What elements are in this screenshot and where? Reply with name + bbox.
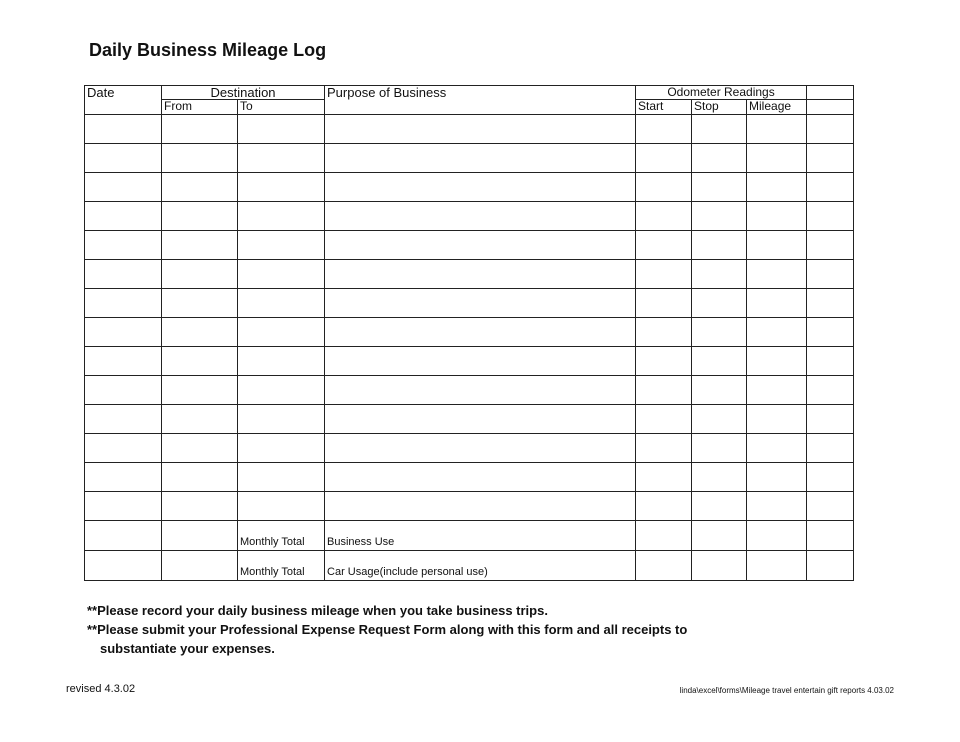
from-cell[interactable] xyxy=(162,463,238,492)
stop-cell[interactable] xyxy=(692,376,747,405)
start-cell[interactable] xyxy=(636,434,692,463)
monthly-total-row xyxy=(85,521,854,551)
from-cell[interactable] xyxy=(162,260,238,289)
mileage-cell[interactable] xyxy=(747,115,807,144)
note-record-mileage: **Please record your daily business mileage when you take business trips. xyxy=(87,603,548,618)
mileage-cell[interactable] xyxy=(747,144,807,173)
purpose-cell[interactable] xyxy=(325,115,636,144)
from-cell[interactable] xyxy=(162,347,238,376)
date-cell[interactable] xyxy=(85,551,162,581)
mileage-cell[interactable] xyxy=(747,289,807,318)
start-cell[interactable] xyxy=(636,173,692,202)
start-cell[interactable] xyxy=(636,231,692,260)
to-cell[interactable] xyxy=(238,434,325,463)
from-cell[interactable] xyxy=(162,115,238,144)
log-entry-row xyxy=(85,289,854,318)
log-entry-row xyxy=(85,492,854,521)
extra-cell[interactable] xyxy=(807,347,854,376)
start-cell[interactable] xyxy=(636,405,692,434)
mileage-cell[interactable] xyxy=(747,551,807,581)
extra-cell[interactable] xyxy=(807,289,854,318)
stop-cell[interactable] xyxy=(692,434,747,463)
start-cell[interactable] xyxy=(636,521,692,551)
log-entry-row xyxy=(85,231,854,260)
to-cell[interactable] xyxy=(238,405,325,434)
stop-cell[interactable] xyxy=(692,318,747,347)
purpose-cell[interactable] xyxy=(325,173,636,202)
extra-subheader-cell xyxy=(807,100,854,115)
purpose-cell[interactable] xyxy=(325,144,636,173)
extra-cell[interactable] xyxy=(807,405,854,434)
file-path-label: linda\excel\forms\Mileage travel entertain gift reports 4.03.02 xyxy=(679,686,894,695)
mileage-cell[interactable] xyxy=(747,521,807,551)
note-submit-form-continued: substantiate your expenses. xyxy=(100,641,275,656)
from-cell[interactable] xyxy=(162,434,238,463)
log-entry-row xyxy=(85,376,854,405)
to-cell[interactable] xyxy=(238,144,325,173)
mileage-cell[interactable] xyxy=(747,318,807,347)
from-cell[interactable] xyxy=(162,173,238,202)
log-entry-row xyxy=(85,434,854,463)
mileage-cell[interactable] xyxy=(747,434,807,463)
to-cell[interactable] xyxy=(238,173,325,202)
purpose-cell[interactable] xyxy=(325,405,636,434)
log-entry-row xyxy=(85,318,854,347)
date-cell[interactable] xyxy=(85,434,162,463)
instructions xyxy=(87,601,687,658)
purpose-cell[interactable] xyxy=(325,434,636,463)
revision-label: revised 4.3.02 xyxy=(66,683,136,695)
date-cell[interactable] xyxy=(85,202,162,231)
stop-cell[interactable] xyxy=(692,405,747,434)
from-cell[interactable] xyxy=(162,405,238,434)
date-cell[interactable] xyxy=(85,231,162,260)
extra-cell[interactable] xyxy=(807,521,854,551)
stop-cell[interactable] xyxy=(692,202,747,231)
usage-description: Car Usage(include personal use) xyxy=(325,551,636,581)
extra-header-cell xyxy=(807,86,854,100)
extra-cell[interactable] xyxy=(807,173,854,202)
start-cell[interactable] xyxy=(636,318,692,347)
date-cell[interactable] xyxy=(85,115,162,144)
date-cell[interactable] xyxy=(85,144,162,173)
destination-header: Destination xyxy=(162,86,325,100)
stop-cell[interactable] xyxy=(692,551,747,581)
extra-cell[interactable] xyxy=(807,202,854,231)
stop-cell[interactable] xyxy=(692,347,747,376)
start-header: Start xyxy=(636,100,692,115)
stop-cell[interactable] xyxy=(692,289,747,318)
log-entry-row xyxy=(85,260,854,289)
extra-cell[interactable] xyxy=(807,144,854,173)
extra-cell[interactable] xyxy=(807,463,854,492)
stop-cell[interactable] xyxy=(692,463,747,492)
header-row-1 xyxy=(85,86,854,100)
start-cell[interactable] xyxy=(636,202,692,231)
mileage-cell[interactable] xyxy=(747,492,807,521)
start-cell[interactable] xyxy=(636,551,692,581)
mileage-cell[interactable] xyxy=(747,202,807,231)
to-cell[interactable] xyxy=(238,231,325,260)
note-submit-form: **Please submit your Professional Expense Request Form along with this form and all receipts to xyxy=(87,622,688,637)
date-cell[interactable] xyxy=(85,376,162,405)
log-entry-row xyxy=(85,463,854,492)
from-cell[interactable] xyxy=(162,202,238,231)
from-cell[interactable] xyxy=(162,521,238,551)
stop-cell[interactable] xyxy=(692,492,747,521)
purpose-cell[interactable] xyxy=(325,347,636,376)
odometer-header: Odometer Readings xyxy=(636,86,807,100)
date-cell[interactable] xyxy=(85,260,162,289)
date-cell[interactable] xyxy=(85,521,162,551)
mileage-cell[interactable] xyxy=(747,405,807,434)
purpose-cell[interactable] xyxy=(325,202,636,231)
from-cell[interactable] xyxy=(162,492,238,521)
log-entry-row xyxy=(85,347,854,376)
stop-cell[interactable] xyxy=(692,173,747,202)
to-cell[interactable] xyxy=(238,115,325,144)
start-cell[interactable] xyxy=(636,289,692,318)
from-cell[interactable] xyxy=(162,144,238,173)
date-cell[interactable] xyxy=(85,492,162,521)
mileage-header: Mileage xyxy=(747,100,807,115)
to-cell[interactable] xyxy=(238,289,325,318)
start-cell[interactable] xyxy=(636,144,692,173)
to-cell[interactable] xyxy=(238,318,325,347)
start-cell[interactable] xyxy=(636,463,692,492)
to-cell[interactable] xyxy=(238,376,325,405)
monthly-total-row xyxy=(85,551,854,581)
mileage-cell[interactable] xyxy=(747,347,807,376)
date-cell[interactable] xyxy=(85,318,162,347)
to-cell[interactable] xyxy=(238,463,325,492)
page-title: Daily Business Mileage Log xyxy=(89,40,327,60)
stop-cell[interactable] xyxy=(692,260,747,289)
purpose-header: Purpose of Business xyxy=(325,86,636,115)
start-cell[interactable] xyxy=(636,115,692,144)
from-cell[interactable] xyxy=(162,551,238,581)
to-cell[interactable] xyxy=(238,202,325,231)
date-cell[interactable] xyxy=(85,463,162,492)
extra-cell[interactable] xyxy=(807,551,854,581)
extra-cell[interactable] xyxy=(807,492,854,521)
mileage-cell[interactable] xyxy=(747,231,807,260)
to-cell[interactable] xyxy=(238,260,325,289)
extra-cell[interactable] xyxy=(807,434,854,463)
log-entry-row xyxy=(85,202,854,231)
log-entry-row xyxy=(85,405,854,434)
extra-cell[interactable] xyxy=(807,318,854,347)
stop-cell[interactable] xyxy=(692,115,747,144)
purpose-cell[interactable] xyxy=(325,289,636,318)
log-entry-row xyxy=(85,115,854,144)
extra-cell[interactable] xyxy=(807,260,854,289)
stop-cell[interactable] xyxy=(692,521,747,551)
start-cell[interactable] xyxy=(636,347,692,376)
start-cell[interactable] xyxy=(636,376,692,405)
from-cell[interactable] xyxy=(162,376,238,405)
extra-cell[interactable] xyxy=(807,115,854,144)
start-cell[interactable] xyxy=(636,492,692,521)
monthly-total-label: Monthly Total xyxy=(238,521,325,551)
stop-cell[interactable] xyxy=(692,231,747,260)
purpose-cell[interactable] xyxy=(325,318,636,347)
stop-header: Stop xyxy=(692,100,747,115)
from-cell[interactable] xyxy=(162,231,238,260)
date-cell[interactable] xyxy=(85,405,162,434)
stop-cell[interactable] xyxy=(692,144,747,173)
date-cell[interactable] xyxy=(85,347,162,376)
mileage-cell[interactable] xyxy=(747,260,807,289)
log-entry-row xyxy=(85,144,854,173)
date-cell[interactable] xyxy=(85,289,162,318)
from-cell[interactable] xyxy=(162,318,238,347)
monthly-total-label: Monthly Total xyxy=(238,551,325,581)
mileage-cell[interactable] xyxy=(747,173,807,202)
mileage-cell[interactable] xyxy=(747,376,807,405)
mileage-log-table xyxy=(84,85,854,581)
purpose-cell[interactable] xyxy=(325,260,636,289)
purpose-cell[interactable] xyxy=(325,463,636,492)
purpose-cell[interactable] xyxy=(325,231,636,260)
date-header: Date xyxy=(85,86,162,115)
date-cell[interactable] xyxy=(85,173,162,202)
from-cell[interactable] xyxy=(162,289,238,318)
from-header: From xyxy=(162,100,238,115)
extra-cell[interactable] xyxy=(807,231,854,260)
purpose-cell[interactable] xyxy=(325,492,636,521)
extra-cell[interactable] xyxy=(807,376,854,405)
mileage-cell[interactable] xyxy=(747,463,807,492)
usage-description: Business Use xyxy=(325,521,636,551)
to-header: To xyxy=(238,100,325,115)
start-cell[interactable] xyxy=(636,260,692,289)
log-entry-row xyxy=(85,173,854,202)
purpose-cell[interactable] xyxy=(325,376,636,405)
to-cell[interactable] xyxy=(238,347,325,376)
to-cell[interactable] xyxy=(238,492,325,521)
